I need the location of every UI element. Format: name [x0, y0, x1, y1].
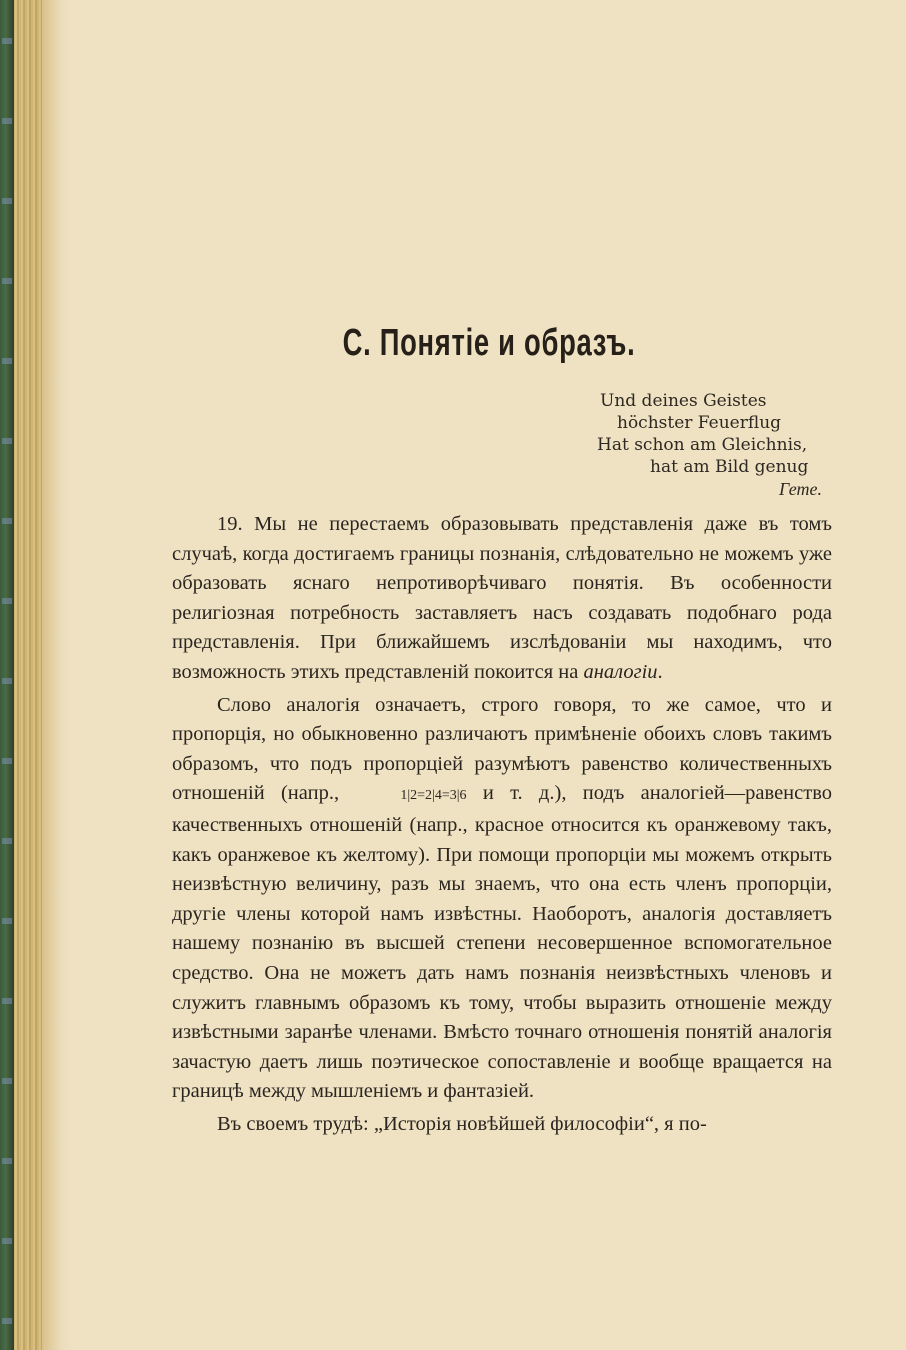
gutter-shadow [42, 0, 72, 1350]
epigraph-line: Und deines Geistes [600, 391, 767, 411]
paragraph-3 [172, 1110, 832, 1140]
fraction-formula: 1|2=2|4=3|6 [400, 788, 467, 804]
epigraph [592, 390, 842, 500]
paragraph-text: 19. Мы не перестаемъ образовывать представленія даже въ томъ случаѣ, когда достигаемъ границы познанія, слѣдовательно не можемъ уже образовать яснаго непротиворѣчиваго понятія. Въ особенности религіозная потребность заставляетъ насъ создавать подобнаго рода представленія. При ближайшемъ изслѣдованіи мы находимъ, что возможность этихъ представленій покоится на [172, 513, 832, 683]
section-heading: C. Понятіе и образъ. [342, 322, 636, 364]
book-binding-edge [0, 0, 72, 1350]
epigraph-line: höchster Feuerflug [617, 413, 782, 433]
page-edges [14, 0, 42, 1350]
body-text [172, 510, 832, 1139]
paragraph-1 [172, 510, 832, 688]
paragraph-text: . [657, 660, 663, 683]
epigraph-author: Гете. [779, 479, 822, 499]
paragraph-text: и т. д.), подъ аналогіей—равенство качественныхъ отношеній (напр., красное относится къ оранжевому такъ, какъ оранжевое къ желтому). При помощи пропорціи мы можемъ открыть неизвѣстную величину, разъ мы знаемъ, что она есть членъ пропорціи, другіе члены которой намъ извѣстны. Наоборотъ, аналогія доставляетъ нашему познанію въ высшей степени несовершенное вспомогательное средство. Она не можетъ дать намъ познанія неизвѣстныхъ членовъ и служитъ главнымъ образомъ къ тому, чтобы выразить отношеніе между извѣстными заранѣе членами. Вмѣсто точнаго отношенія понятій аналогія зачастую даетъ лишь поэтическое сопоставленіе и вообще вращается на границѣ между мышленіемъ и фантазіей. [172, 782, 832, 1103]
epigraph-line: hat am Bild genug [650, 457, 809, 477]
binding-pattern [2, 0, 12, 1350]
epigraph-line: Hat schon am Gleichnis, [597, 435, 808, 455]
paragraph-2 [172, 691, 832, 1107]
emphasized-term: аналогіи [583, 660, 658, 683]
paragraph-text: Въ своемъ трудѣ: „Исторія новѣйшей философіи“, я по- [217, 1112, 707, 1135]
paragraph-text: Слово аналогія означаетъ, строго говоря, то же самое, что и пропорція, но обыкновенно различаютъ примѣненіе обоихъ словъ такимъ образомъ, что подъ пропорціей разумѣютъ равенство количественныхъ отношеній (напр., [172, 693, 832, 805]
